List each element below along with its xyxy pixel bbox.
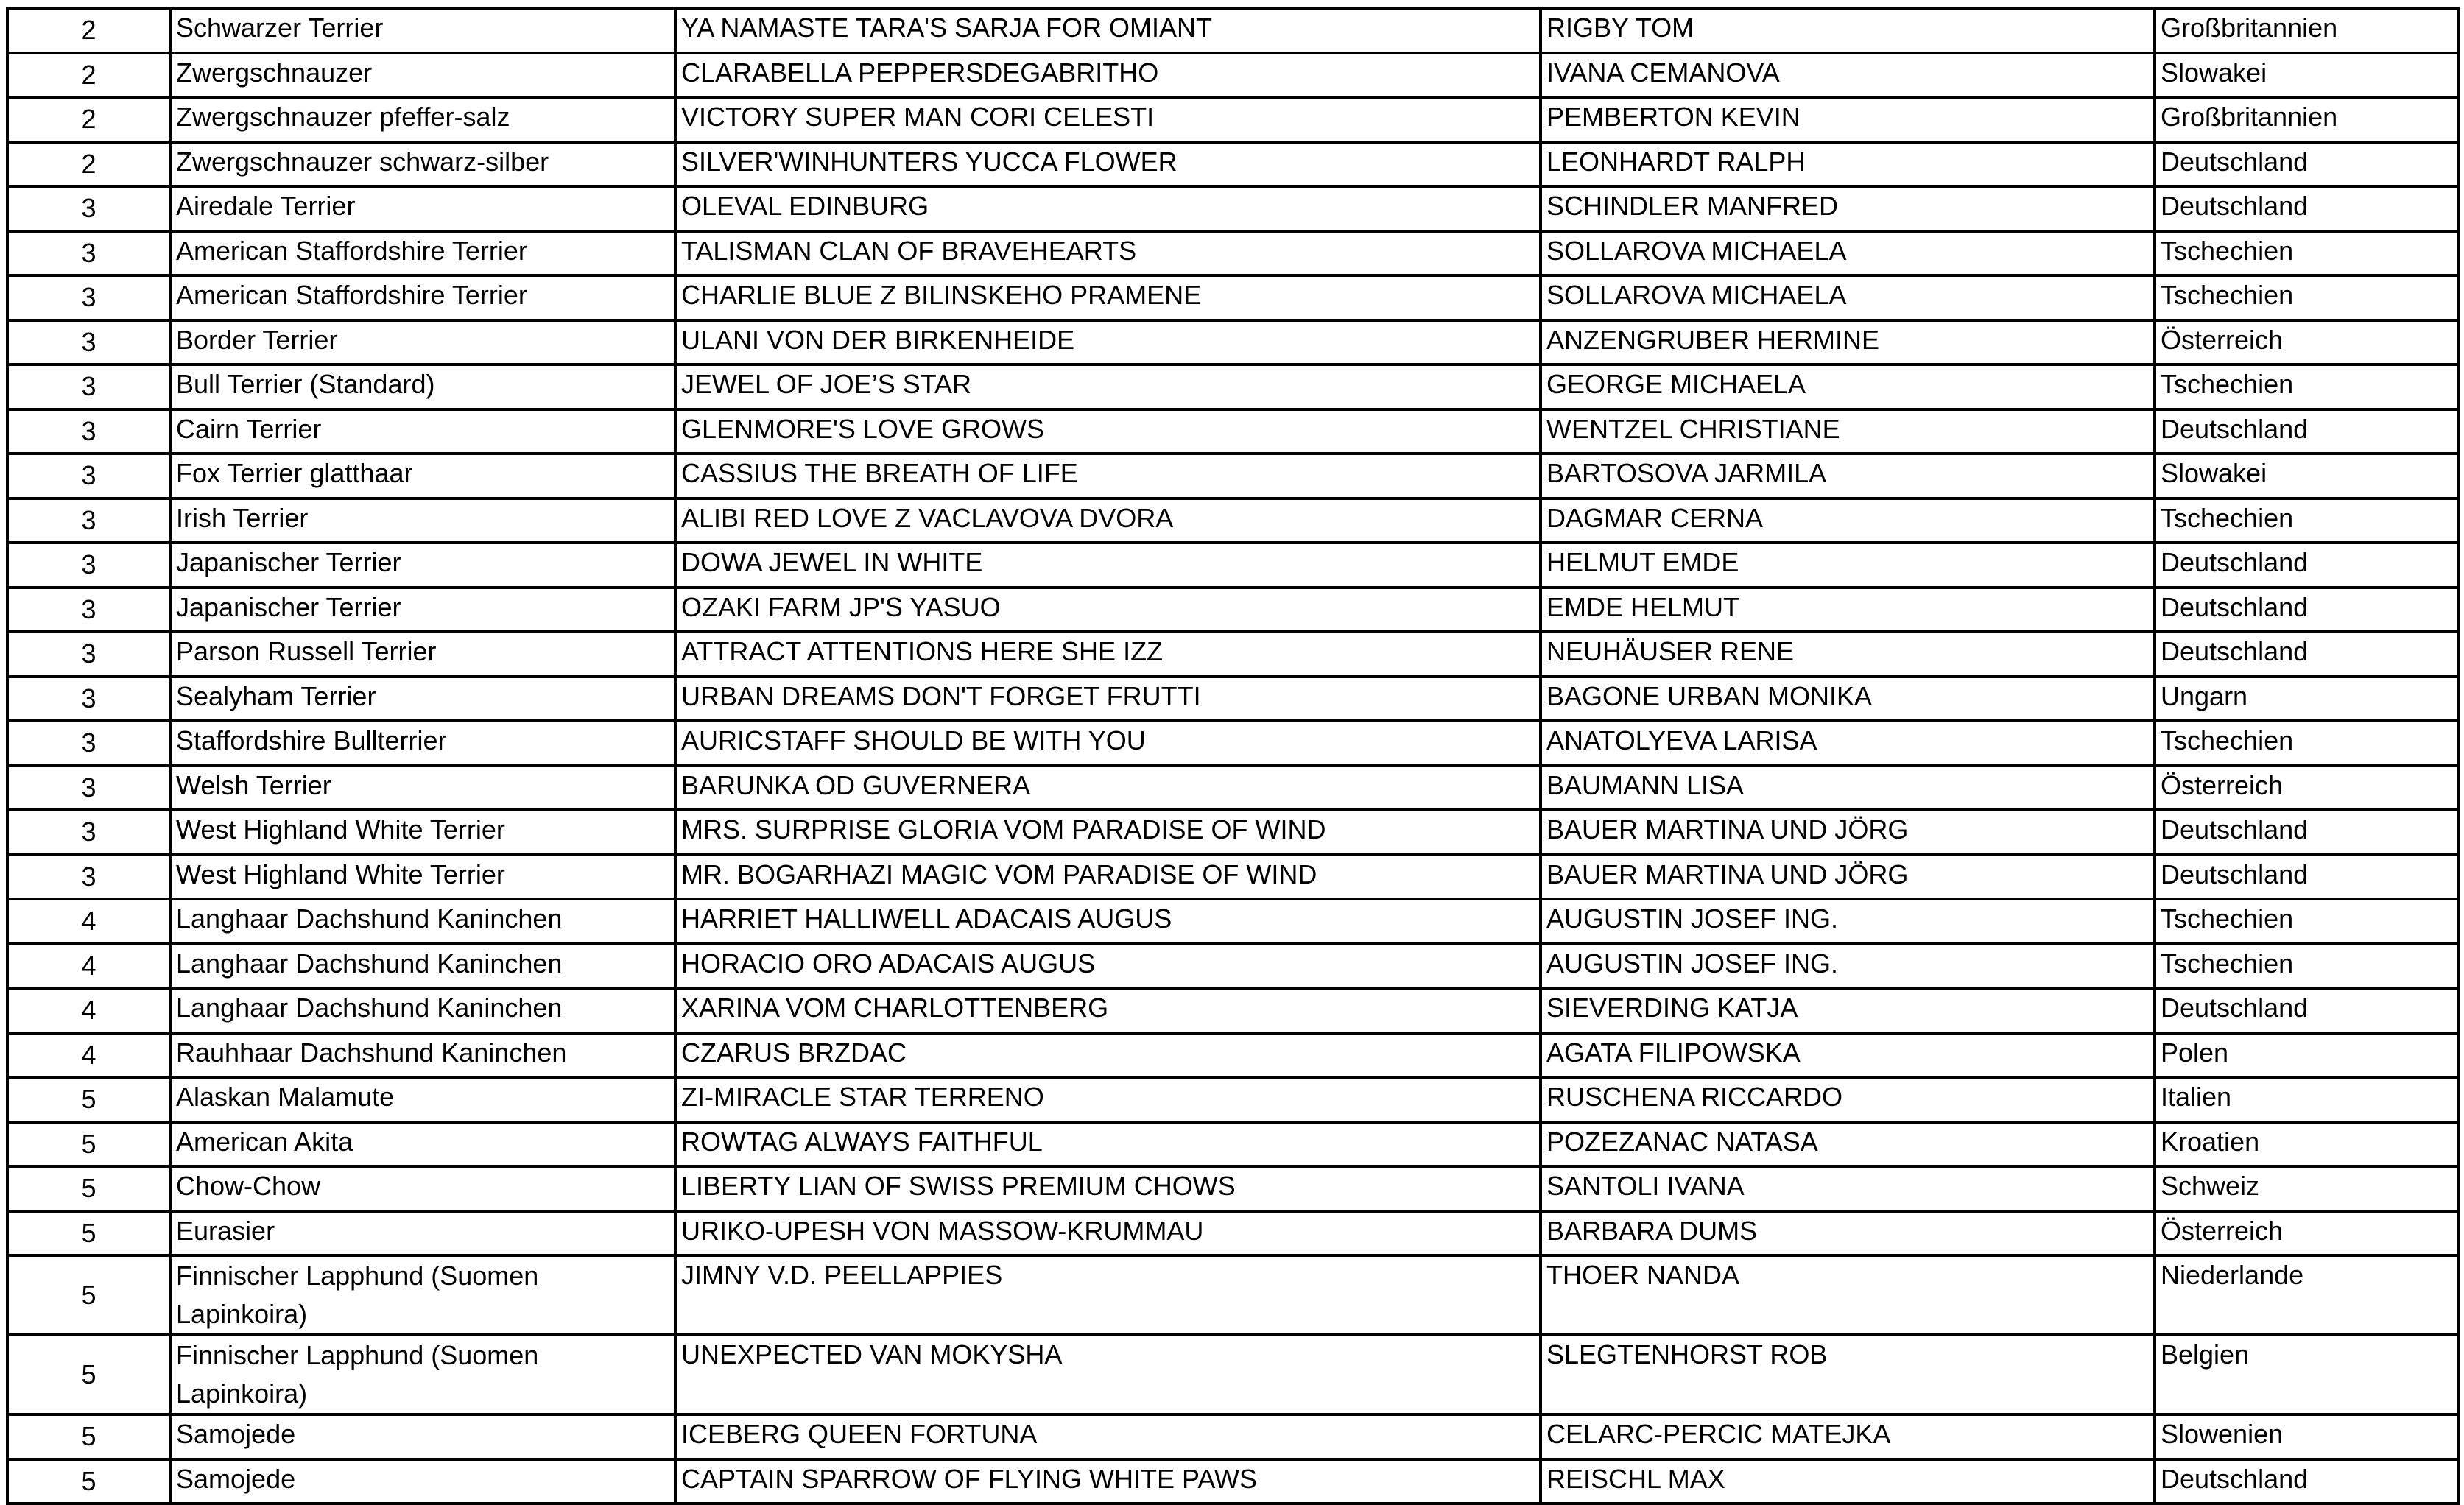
owner-cell: BAUER MARTINA UND JÖRG — [1541, 855, 2155, 900]
table-row — [7, 231, 2458, 276]
owner-cell: AUGUSTIN JOSEF ING. — [1541, 944, 2155, 989]
group-cell: 4 — [7, 944, 170, 989]
dog-name-cell: CAPTAIN SPARROW OF FLYING WHITE PAWS — [675, 1459, 1541, 1504]
table-row — [7, 8, 2458, 53]
dog-name-cell: MR. BOGARHAZI MAGIC VOM PARADISE OF WIND — [675, 855, 1541, 900]
breed-cell: Langhaar Dachshund Kaninchen — [170, 899, 675, 944]
table-row — [7, 53, 2458, 98]
table-row — [7, 498, 2458, 543]
table-row — [7, 855, 2458, 900]
country-cell: Niederlande — [2155, 1255, 2458, 1335]
group-cell: 3 — [7, 855, 170, 900]
group-cell: 3 — [7, 810, 170, 855]
dog-name-cell: ROWTAG ALWAYS FAITHFUL — [675, 1122, 1541, 1167]
group-cell: 3 — [7, 721, 170, 766]
breed-cell: Staffordshire Bullterrier — [170, 721, 675, 766]
breed-cell: Irish Terrier — [170, 498, 675, 543]
breed-cell: Bull Terrier (Standard) — [170, 364, 675, 409]
owner-cell: EMDE HELMUT — [1541, 588, 2155, 632]
country-cell: Slowakei — [2155, 454, 2458, 498]
group-cell: 2 — [7, 142, 170, 187]
results-table — [6, 7, 2460, 1505]
owner-cell: AUGUSTIN JOSEF ING. — [1541, 899, 2155, 944]
table-row — [7, 944, 2458, 989]
owner-cell: AGATA FILIPOWSKA — [1541, 1033, 2155, 1078]
dog-name-cell: SILVER'WINHUNTERS YUCCA FLOWER — [675, 142, 1541, 187]
group-cell: 3 — [7, 364, 170, 409]
dog-name-cell: CZARUS BRZDAC — [675, 1033, 1541, 1078]
breed-cell: Finnischer Lapphund (Suomen Lapinkoira) — [170, 1255, 675, 1335]
owner-cell: SOLLAROVA MICHAELA — [1541, 231, 2155, 276]
group-cell: 3 — [7, 543, 170, 588]
dog-name-cell: HORACIO ORO ADACAIS AUGUS — [675, 944, 1541, 989]
country-cell: Tschechien — [2155, 721, 2458, 766]
owner-cell: BAUMANN LISA — [1541, 766, 2155, 811]
group-cell: 5 — [7, 1166, 170, 1211]
table-row — [7, 1077, 2458, 1122]
group-cell: 5 — [7, 1255, 170, 1335]
group-cell: 4 — [7, 988, 170, 1033]
country-cell: Italien — [2155, 1077, 2458, 1122]
owner-cell: BARTOSOVA JARMILA — [1541, 454, 2155, 498]
country-cell: Slowenien — [2155, 1414, 2458, 1459]
table-row — [7, 721, 2458, 766]
breed-cell: Samojede — [170, 1459, 675, 1504]
breed-cell: Eurasier — [170, 1211, 675, 1256]
dog-name-cell: BARUNKA OD GUVERNERA — [675, 766, 1541, 811]
group-cell: 5 — [7, 1414, 170, 1459]
table-row — [7, 275, 2458, 320]
owner-cell: RIGBY TOM — [1541, 8, 2155, 53]
group-cell: 3 — [7, 677, 170, 722]
dog-name-cell: ULANI VON DER BIRKENHEIDE — [675, 320, 1541, 365]
country-cell: Schweiz — [2155, 1166, 2458, 1211]
owner-cell: PEMBERTON KEVIN — [1541, 97, 2155, 142]
group-cell: 3 — [7, 632, 170, 677]
country-cell: Tschechien — [2155, 944, 2458, 989]
group-cell: 5 — [7, 1211, 170, 1256]
country-cell: Großbritannien — [2155, 97, 2458, 142]
breed-cell: Zwergschnauzer pfeffer-salz — [170, 97, 675, 142]
dog-name-cell: UNEXPECTED VAN MOKYSHA — [675, 1335, 1541, 1414]
breed-cell: Rauhhaar Dachshund Kaninchen — [170, 1033, 675, 1078]
owner-cell: BAGONE URBAN MONIKA — [1541, 677, 2155, 722]
dog-name-cell: OLEVAL EDINBURG — [675, 186, 1541, 231]
country-cell: Tschechien — [2155, 364, 2458, 409]
owner-cell: GEORGE MICHAELA — [1541, 364, 2155, 409]
country-cell: Deutschland — [2155, 588, 2458, 632]
table-row — [7, 677, 2458, 722]
country-cell: Deutschland — [2155, 142, 2458, 187]
owner-cell: LEONHARDT RALPH — [1541, 142, 2155, 187]
dog-name-cell: URBAN DREAMS DON'T FORGET FRUTTI — [675, 677, 1541, 722]
dog-name-cell: ATTRACT ATTENTIONS HERE SHE IZZ — [675, 632, 1541, 677]
results-table-body — [7, 8, 2458, 1504]
group-cell: 3 — [7, 409, 170, 454]
dog-name-cell: GLENMORE'S LOVE GROWS — [675, 409, 1541, 454]
group-cell: 3 — [7, 588, 170, 632]
breed-cell: Schwarzer Terrier — [170, 8, 675, 53]
group-cell: 3 — [7, 454, 170, 498]
dog-name-cell: URIKO-UPESH VON MASSOW-KRUMMAU — [675, 1211, 1541, 1256]
owner-cell: BAUER MARTINA UND JÖRG — [1541, 810, 2155, 855]
dog-name-cell: HARRIET HALLIWELL ADACAIS AUGUS — [675, 899, 1541, 944]
country-cell: Ungarn — [2155, 677, 2458, 722]
table-row — [7, 588, 2458, 632]
owner-cell: SLEGTENHORST ROB — [1541, 1335, 2155, 1414]
table-row — [7, 1211, 2458, 1256]
country-cell: Deutschland — [2155, 855, 2458, 900]
country-cell: Tschechien — [2155, 899, 2458, 944]
table-row — [7, 543, 2458, 588]
group-cell: 3 — [7, 275, 170, 320]
group-cell: 3 — [7, 186, 170, 231]
table-row — [7, 899, 2458, 944]
breed-cell: Japanischer Terrier — [170, 543, 675, 588]
dog-name-cell: AURICSTAFF SHOULD BE WITH YOU — [675, 721, 1541, 766]
dog-name-cell: OZAKI FARM JP'S YASUO — [675, 588, 1541, 632]
dog-name-cell: JIMNY V.D. PEELLAPPIES — [675, 1255, 1541, 1335]
breed-cell: Zwergschnauzer schwarz-silber — [170, 142, 675, 187]
owner-cell: IVANA CEMANOVA — [1541, 53, 2155, 98]
group-cell: 2 — [7, 8, 170, 53]
country-cell: Deutschland — [2155, 1459, 2458, 1504]
group-cell: 4 — [7, 1033, 170, 1078]
dog-name-cell: CASSIUS THE BREATH OF LIFE — [675, 454, 1541, 498]
owner-cell: RUSCHENA RICCARDO — [1541, 1077, 2155, 1122]
dog-name-cell: MRS. SURPRISE GLORIA VOM PARADISE OF WIND — [675, 810, 1541, 855]
table-row — [7, 142, 2458, 187]
breed-cell: American Staffordshire Terrier — [170, 231, 675, 276]
country-cell: Deutschland — [2155, 810, 2458, 855]
country-cell: Belgien — [2155, 1335, 2458, 1414]
breed-cell: American Staffordshire Terrier — [170, 275, 675, 320]
dog-name-cell: ALIBI RED LOVE Z VACLAVOVA DVORA — [675, 498, 1541, 543]
table-row — [7, 97, 2458, 142]
owner-cell: SANTOLI IVANA — [1541, 1166, 2155, 1211]
breed-cell: Chow-Chow — [170, 1166, 675, 1211]
dog-name-cell: ZI-MIRACLE STAR TERRENO — [675, 1077, 1541, 1122]
group-cell: 5 — [7, 1077, 170, 1122]
results-sheet — [6, 7, 2460, 1505]
breed-cell: Langhaar Dachshund Kaninchen — [170, 944, 675, 989]
group-cell: 3 — [7, 320, 170, 365]
group-cell: 5 — [7, 1335, 170, 1414]
dog-name-cell: JEWEL OF JOE’S STAR — [675, 364, 1541, 409]
country-cell: Österreich — [2155, 320, 2458, 365]
breed-cell: Airedale Terrier — [170, 186, 675, 231]
breed-cell: Sealyham Terrier — [170, 677, 675, 722]
dog-name-cell: LIBERTY LIAN OF SWISS PREMIUM CHOWS — [675, 1166, 1541, 1211]
table-row — [7, 1459, 2458, 1504]
dog-name-cell: YA NAMASTE TARA'S SARJA FOR OMIANT — [675, 8, 1541, 53]
country-cell: Deutschland — [2155, 632, 2458, 677]
owner-cell: SCHINDLER MANFRED — [1541, 186, 2155, 231]
breed-cell: Cairn Terrier — [170, 409, 675, 454]
breed-cell: Parson Russell Terrier — [170, 632, 675, 677]
country-cell: Großbritannien — [2155, 8, 2458, 53]
country-cell: Deutschland — [2155, 409, 2458, 454]
dog-name-cell: ICEBERG QUEEN FORTUNA — [675, 1414, 1541, 1459]
table-row — [7, 632, 2458, 677]
group-cell: 5 — [7, 1122, 170, 1167]
country-cell: Österreich — [2155, 766, 2458, 811]
owner-cell: SOLLAROVA MICHAELA — [1541, 275, 2155, 320]
table-row — [7, 1335, 2458, 1414]
owner-cell: POZEZANAC NATASA — [1541, 1122, 2155, 1167]
country-cell: Tschechien — [2155, 498, 2458, 543]
table-row — [7, 1414, 2458, 1459]
dog-name-cell: XARINA VOM CHARLOTTENBERG — [675, 988, 1541, 1033]
table-row — [7, 320, 2458, 365]
owner-cell: ANATOLYEVA LARISA — [1541, 721, 2155, 766]
group-cell: 3 — [7, 231, 170, 276]
dog-name-cell: CLARABELLA PEPPERSDEGABRITHO — [675, 53, 1541, 98]
owner-cell: REISCHL MAX — [1541, 1459, 2155, 1504]
breed-cell: Alaskan Malamute — [170, 1077, 675, 1122]
country-cell: Österreich — [2155, 1211, 2458, 1256]
owner-cell: CELARC-PERCIC MATEJKA — [1541, 1414, 2155, 1459]
table-row — [7, 1166, 2458, 1211]
table-row — [7, 988, 2458, 1033]
breed-cell: Fox Terrier glatthaar — [170, 454, 675, 498]
table-row — [7, 810, 2458, 855]
breed-cell: Border Terrier — [170, 320, 675, 365]
owner-cell: ANZENGRUBER HERMINE — [1541, 320, 2155, 365]
country-cell: Deutschland — [2155, 543, 2458, 588]
group-cell: 4 — [7, 899, 170, 944]
dog-name-cell: VICTORY SUPER MAN CORI CELESTI — [675, 97, 1541, 142]
breed-cell: West Highland White Terrier — [170, 855, 675, 900]
country-cell: Polen — [2155, 1033, 2458, 1078]
country-cell: Deutschland — [2155, 186, 2458, 231]
group-cell: 5 — [7, 1459, 170, 1504]
owner-cell: THOER NANDA — [1541, 1255, 2155, 1335]
owner-cell: SIEVERDING KATJA — [1541, 988, 2155, 1033]
group-cell: 2 — [7, 97, 170, 142]
breed-cell: Finnischer Lapphund (Suomen Lapinkoira) — [170, 1335, 675, 1414]
table-row — [7, 1255, 2458, 1335]
table-row — [7, 186, 2458, 231]
breed-cell: Welsh Terrier — [170, 766, 675, 811]
owner-cell: DAGMAR CERNA — [1541, 498, 2155, 543]
breed-cell: West Highland White Terrier — [170, 810, 675, 855]
dog-name-cell: TALISMAN CLAN OF BRAVEHEARTS — [675, 231, 1541, 276]
dog-name-cell: CHARLIE BLUE Z BILINSKEHO PRAMENE — [675, 275, 1541, 320]
breed-cell: Langhaar Dachshund Kaninchen — [170, 988, 675, 1033]
country-cell: Tschechien — [2155, 231, 2458, 276]
owner-cell: BARBARA DUMS — [1541, 1211, 2155, 1256]
dog-name-cell: DOWA JEWEL IN WHITE — [675, 543, 1541, 588]
breed-cell: Japanischer Terrier — [170, 588, 675, 632]
breed-cell: Zwergschnauzer — [170, 53, 675, 98]
owner-cell: WENTZEL CHRISTIANE — [1541, 409, 2155, 454]
owner-cell: NEUHÄUSER RENE — [1541, 632, 2155, 677]
country-cell: Tschechien — [2155, 275, 2458, 320]
group-cell: 3 — [7, 766, 170, 811]
table-row — [7, 766, 2458, 811]
table-row — [7, 454, 2458, 498]
group-cell: 2 — [7, 53, 170, 98]
country-cell: Deutschland — [2155, 988, 2458, 1033]
table-row — [7, 364, 2458, 409]
table-row — [7, 1033, 2458, 1078]
breed-cell: Samojede — [170, 1414, 675, 1459]
country-cell: Kroatien — [2155, 1122, 2458, 1167]
group-cell: 3 — [7, 498, 170, 543]
table-row — [7, 1122, 2458, 1167]
breed-cell: American Akita — [170, 1122, 675, 1167]
table-row — [7, 409, 2458, 454]
owner-cell: HELMUT EMDE — [1541, 543, 2155, 588]
country-cell: Slowakei — [2155, 53, 2458, 98]
